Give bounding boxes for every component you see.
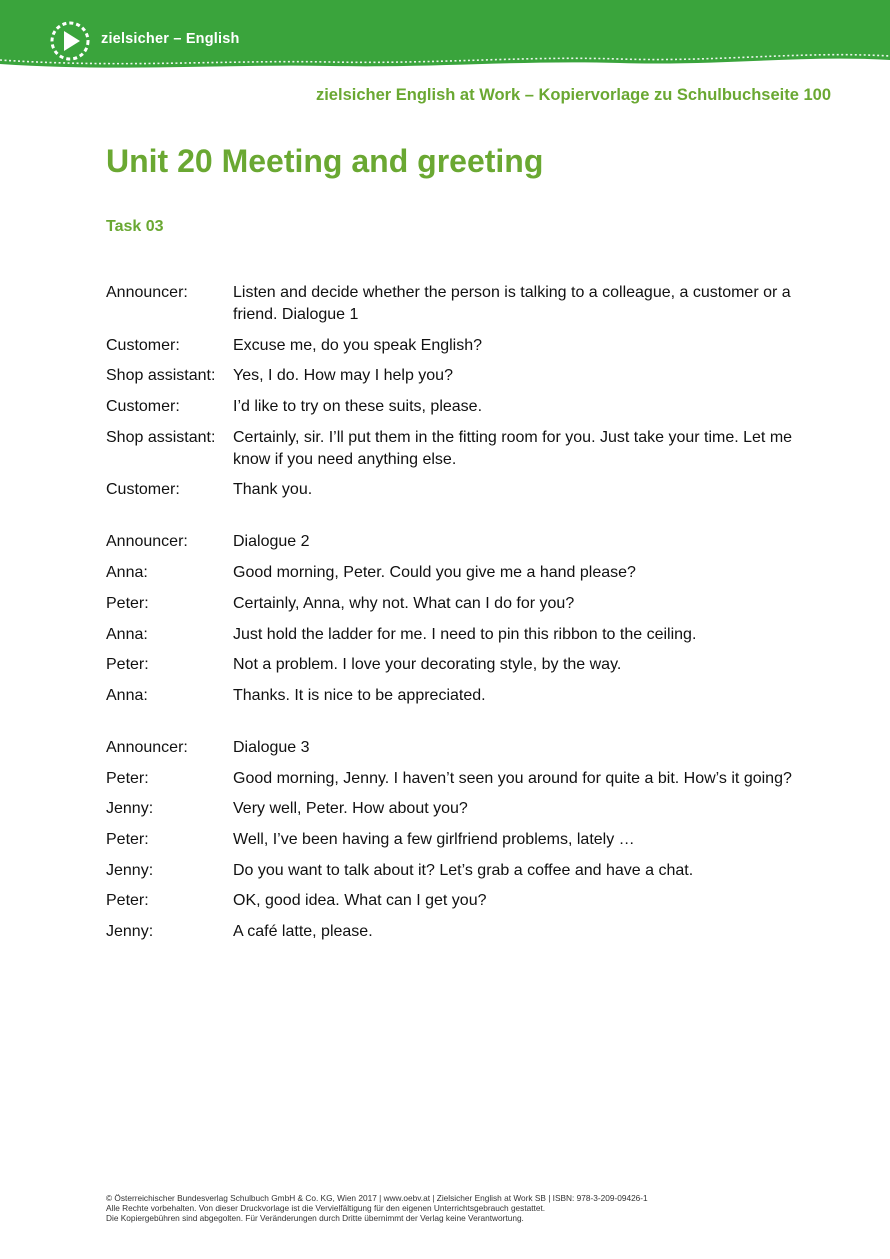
- spoken-text: Dialogue 3: [233, 738, 310, 756]
- speaker-name: Announcer:: [106, 738, 188, 756]
- speaker-name: Shop assistant:: [106, 367, 216, 385]
- spoken-text: Yes, I do. How may I help you?: [233, 367, 453, 385]
- spoken-text: Good morning, Peter. Could you give me a hand please?: [233, 564, 636, 582]
- spoken-text: Well, I’ve been having a few girlfriend problems, lately …: [233, 830, 635, 848]
- dialogue-line: [106, 624, 796, 646]
- dialogue-transcript: [106, 282, 796, 973]
- speaker-name: Peter:: [106, 830, 149, 848]
- dialogue-line: [106, 396, 796, 418]
- spoken-text: I’d like to try on these suits, please.: [233, 398, 483, 416]
- speaker-name: Customer:: [106, 481, 180, 499]
- speaker-name: Jenny:: [106, 861, 154, 879]
- speaker-name: Announcer:: [106, 533, 188, 551]
- dialogue-block: [106, 531, 796, 706]
- dialogue-line: [106, 921, 796, 943]
- dialogue-line: [106, 531, 796, 553]
- dialogue-line: [106, 335, 796, 357]
- speaker-name: Shop assistant:: [106, 428, 216, 446]
- spoken-text: Just hold the ladder for me. I need to pin this ribbon to the ceiling.: [233, 625, 697, 643]
- spoken-text: Not a problem. I love your decorating style, by the way.: [233, 656, 622, 674]
- footer-line: Alle Rechte vorbehalten. Von dieser Druckvorlage ist die Vervielfältigung für den eigenen Unterrichtsgebrauch gestattet.: [106, 1203, 546, 1214]
- spoken-text: Very well, Peter. How about you?: [233, 800, 468, 818]
- speaker-name: Anna:: [106, 564, 148, 582]
- speaker-name: Peter:: [106, 594, 149, 612]
- spoken-text: OK, good idea. What can I get you?: [233, 892, 487, 910]
- dialogue-line: [106, 365, 796, 387]
- speaker-name: Jenny:: [106, 800, 154, 818]
- spoken-text: Listen and decide whether the person is talking to a colleague, a customer or a friend. Dialogue 1: [233, 284, 791, 323]
- dialogue-line: [106, 829, 796, 851]
- task-label: Task 03: [106, 218, 164, 235]
- spoken-text: Certainly, Anna, why not. What can I do for you?: [233, 594, 575, 612]
- spoken-text: Excuse me, do you speak English?: [233, 336, 483, 354]
- spoken-text: A café latte, please.: [233, 923, 373, 940]
- dialogue-line: [106, 737, 796, 759]
- spoken-text: Thank you.: [233, 481, 313, 499]
- dialogue-block: [106, 282, 796, 501]
- header-banner: [0, 0, 890, 80]
- speaker-name: Customer:: [106, 398, 180, 416]
- dialogue-line: [106, 860, 796, 882]
- speaker-name: Peter:: [106, 656, 149, 674]
- speaker-name: Jenny:: [106, 923, 154, 940]
- speaker-name: Announcer:: [106, 284, 188, 301]
- speaker-name: Anna:: [106, 625, 148, 643]
- dialogue-line: [106, 685, 796, 707]
- dialogue-line: [106, 654, 796, 676]
- dialogue-line: [106, 890, 796, 912]
- dialogue-line: [106, 798, 796, 820]
- dialogue-line: [106, 562, 796, 584]
- spoken-text: Dialogue 2: [233, 533, 310, 551]
- dialogue-line: [106, 479, 796, 501]
- dialogue-line: [106, 768, 796, 790]
- footer-line: Die Kopiergebühren sind abgegolten. Für Veränderungen durch Dritte übernimmt der Verlag keine Verantwortung.: [106, 1213, 524, 1224]
- page-title: Unit 20 Meeting and greeting: [106, 143, 544, 179]
- dialogue-line: [106, 593, 796, 615]
- speaker-name: Anna:: [106, 686, 148, 704]
- spoken-text: Good morning, Jenny. I haven’t seen you around for quite a bit. How’s it going?: [233, 769, 792, 787]
- spoken-text: Do you want to talk about it? Let’s grab a coffee and have a chat.: [233, 861, 694, 879]
- spoken-text: Certainly, sir. I’ll put them in the fitting room for you. Just take your time. Let me know if you need anything else.: [233, 428, 793, 468]
- speaker-name: Customer:: [106, 336, 180, 354]
- speaker-name: Peter:: [106, 892, 149, 910]
- dialogue-line: [106, 282, 796, 326]
- spoken-text: Thanks. It is nice to be appreciated.: [233, 686, 486, 704]
- speaker-name: Peter:: [106, 769, 149, 787]
- dialogue-block: [106, 737, 796, 943]
- copyright-footer: [106, 1193, 648, 1224]
- dialogue-line: [106, 427, 796, 471]
- footer-line: © Österreichischer Bundesverlag Schulbuch GmbH & Co. KG, Wien 2017 | www.oebv.at | Zielsicher English at Work SB | ISBN: 978-3-209-09426-1: [106, 1193, 648, 1203]
- page-subtitle: zielsicher English at Work – Kopiervorlage zu Schulbuchseite 100: [315, 86, 831, 104]
- brand-name: zielsicher – English: [101, 31, 240, 47]
